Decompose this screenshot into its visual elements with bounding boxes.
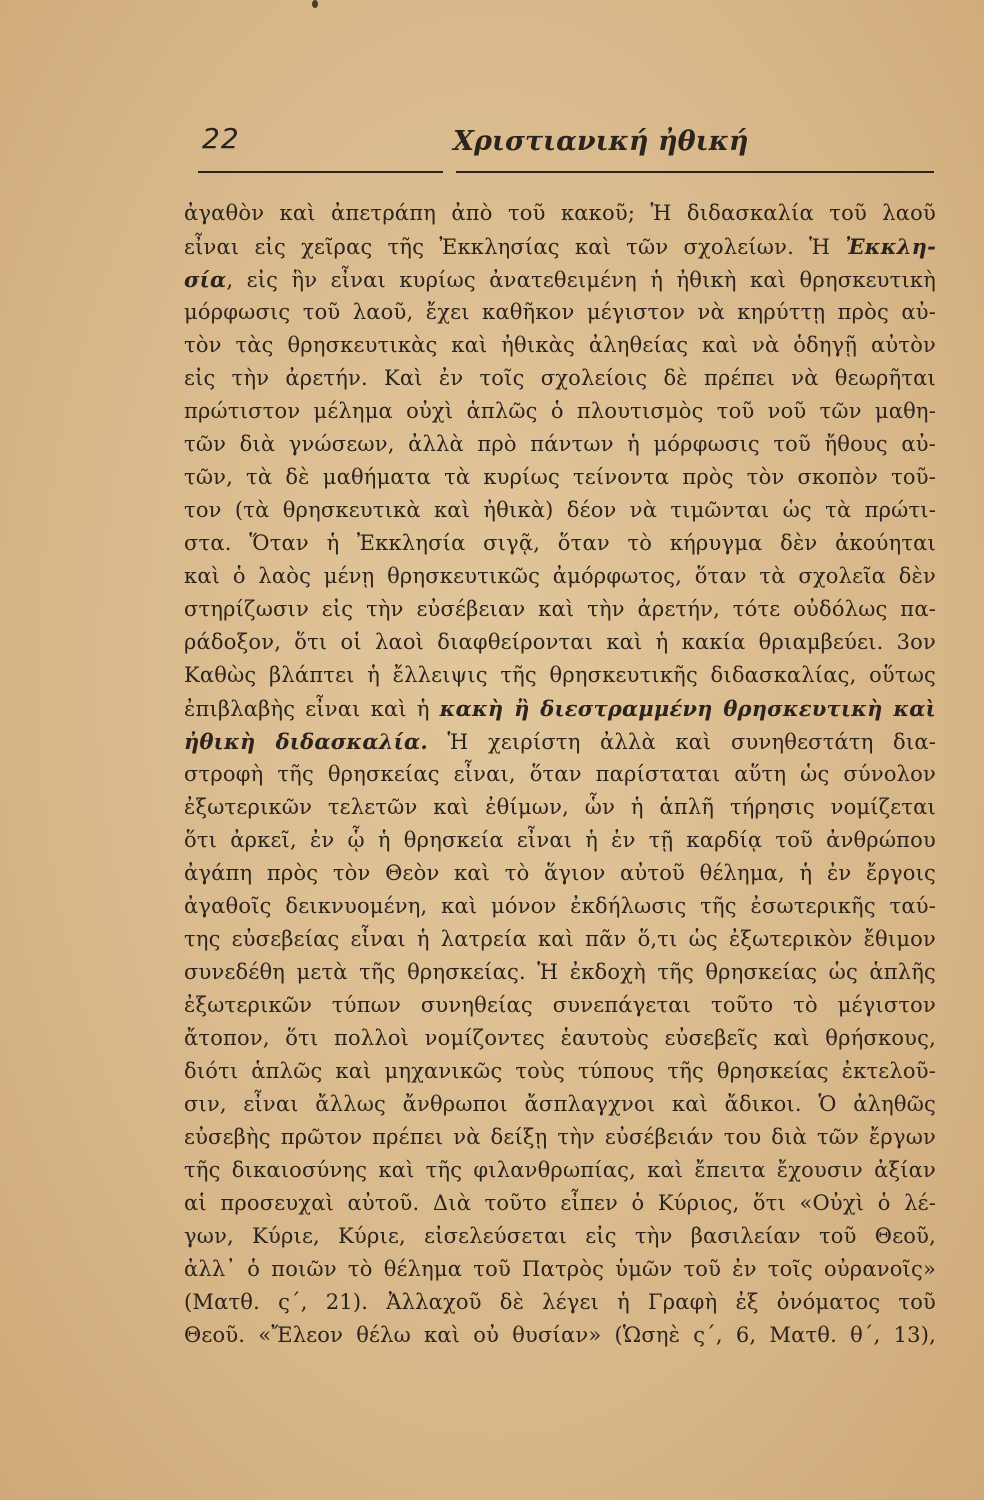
header-rule-left [198, 171, 443, 173]
text-line [184, 593, 936, 626]
text-line [184, 1088, 936, 1121]
text-run: τῆς δικαιοσύνης καὶ τῆς φιλανθρωπίας, καὶ ἔπειτα ἔχουσιν ἀξίαν [184, 1158, 936, 1182]
text-run: Θεοῦ. «Ἔλεον θέλω καὶ οὐ θυσίαν» (Ὡσηὲ ς΄, 6, Ματθ. θ΄, 13), [184, 1323, 936, 1347]
text-run: τῶν, τὰ δὲ μαθήματα τὰ κυρίως τείνοντα πρὸς τὸν σκοπὸν τοῦ- [184, 465, 936, 489]
text-run: ἀλλ᾽ ὁ ποιῶν τὸ θέλημα τοῦ Πατρὸς ὑμῶν τοῦ ἐν τοῖς οὐρανοῖς» [184, 1257, 936, 1281]
text-line [184, 395, 936, 428]
text-line [184, 923, 936, 956]
header-rule-right [456, 171, 934, 173]
text-line [184, 1187, 936, 1220]
emphasized-text: ἠθικὴ διδασκαλία. [184, 729, 428, 754]
text-run: ράδοξον, ὅτι οἱ λαοὶ διαφθείρονται καὶ ἡ κακία θριαμβεύει. 3ον [184, 630, 936, 654]
text-line [184, 1055, 936, 1088]
text-line [184, 1121, 936, 1154]
text-line [184, 1286, 936, 1319]
text-run: στροφὴ τῆς θρησκείας εἶναι, ὅταν παρίσταται αὕτη ὡς σύνολον [184, 762, 936, 786]
emphasized-text: σία [184, 267, 227, 292]
text-line [184, 725, 936, 758]
text-line [184, 560, 936, 593]
text-run: ἐπιβλαβὴς εἶναι καὶ ἡ [184, 697, 440, 721]
text-line [184, 494, 936, 527]
text-line [184, 461, 936, 494]
text-run: στηρίζωσιν εἰς τὴν εὐσέβειαν καὶ τὴν ἀρετήν, τότε οὐδόλως πα- [184, 597, 936, 621]
text-run: , εἰς ἣν εἶναι κυρίως ἀνατεθειμένη ἡ ἠθικὴ καὶ θρησκευτικὴ [226, 268, 936, 292]
text-line [184, 1253, 936, 1286]
text-line [184, 890, 936, 923]
text-run: στα. Ὅταν ἡ Ἐκκλησία σιγᾷ, ὅταν τὸ κήρυγμα δὲν ἀκούηται [184, 531, 936, 555]
text-run: (Ματθ. ς΄, 21). Ἀλλαχοῦ δὲ λέγει ἡ Γραφὴ ἐξ ὀνόματος τοῦ [184, 1290, 936, 1314]
text-run: πρώτιστον μέλημα οὐχὶ ἁπλῶς ὁ πλουτισμὸς τοῦ νοῦ τῶν μαθη- [184, 399, 936, 423]
text-line [184, 989, 936, 1022]
text-line [184, 296, 936, 329]
text-run: συνεδέθη μετὰ τῆς θρησκείας. Ἡ ἐκδοχὴ τῆς θρησκείας ὡς ἁπλῆς [184, 960, 936, 984]
text-line [184, 626, 936, 659]
text-run: καὶ ὁ λαὸς μένῃ θρησκευτικῶς ἀμόρφωτος, ὅταν τὰ σχολεῖα δὲν [184, 564, 936, 588]
text-line [184, 824, 936, 857]
text-line [184, 527, 936, 560]
text-line [184, 230, 936, 263]
text-run: της εὐσεβείας εἶναι ἡ λατρεία καὶ πᾶν ὅ,τι ὡς ἐξωτερικὸν ἔθιμον [184, 927, 936, 951]
text-line [184, 329, 936, 362]
text-run: ἐξωτερικῶν τύπων συνηθείας συνεπάγεται τοῦτο τὸ μέγιστον [184, 993, 936, 1017]
text-run: τῶν διὰ γνώσεων, ἀλλὰ πρὸ πάντων ἡ μόρφωσις τοῦ ἤθους αὐ- [184, 432, 936, 456]
running-title: Χριστιανική ἠθική [453, 126, 749, 157]
text-line [184, 1319, 936, 1352]
text-line [184, 263, 936, 296]
text-line [184, 362, 936, 395]
text-run: τὸν τὰς θρησκευτικὰς καὶ ἠθικὰς ἀληθείας καὶ νὰ ὁδηγῇ αὐτὸν [184, 333, 936, 357]
text-run: ἐξωτερικῶν τελετῶν καὶ ἐθίμων, ὧν ἡ ἁπλῆ τήρησις νομίζεται [184, 795, 936, 819]
text-run: τον (τὰ θρησκευτικὰ καὶ ἠθικὰ) δέον νὰ τιμῶνται ὡς τὰ πρώτι- [184, 498, 936, 522]
text-line [184, 857, 936, 890]
text-run: γων, Κύριε, Κύριε, εἰσελεύσεται εἰς τὴν βασιλείαν τοῦ Θεοῦ, [184, 1224, 936, 1248]
page-number: 22 [202, 122, 240, 155]
text-run: Καθὼς βλάπτει ἡ ἔλλειψις τῆς θρησκευτικῆς διδασκαλίας, οὕτως [184, 663, 936, 687]
text-line [184, 758, 936, 791]
text-run: σιν, εἶναι ἄλλως ἄνθρωποι ἄσπλαγχνοι καὶ ἄδικοι. Ὁ ἀληθῶς [184, 1092, 936, 1116]
text-line [184, 428, 936, 461]
text-run: Ἡ χειρίστη ἀλλὰ καὶ συνηθεστάτη δια- [427, 730, 936, 754]
text-line [184, 956, 936, 989]
emphasized-text: Ἐκκλη- [845, 234, 936, 259]
ink-speck [312, 0, 318, 8]
text-run: ἀγαθοῖς δεικνυομένη, καὶ μόνον ἐκδήλωσις τῆς ἐσωτερικῆς ταύ- [184, 894, 936, 918]
text-run: εἰς τὴν ἀρετήν. Καὶ ἐν τοῖς σχολείοις δὲ πρέπει νὰ θεωρῆται [184, 366, 936, 390]
text-run: ἄτοπον, ὅτι πολλοὶ νομίζοντες ἑαυτοὺς εὐσεβεῖς καὶ θρήσκους, [184, 1026, 936, 1050]
text-run: ὅτι ἀρκεῖ, ἐν ᾧ ἡ θρησκεία εἶναι ἡ ἐν τῇ καρδίᾳ τοῦ ἀνθρώπου [184, 828, 936, 852]
page-header [198, 122, 938, 182]
text-run: ἀγαθὸν καὶ ἀπετράπη ἀπὸ τοῦ κακοῦ; Ἡ διδασκαλία τοῦ λαοῦ [184, 201, 936, 225]
text-run: εὐσεβὴς πρῶτον πρέπει νὰ δείξῃ τὴν εὐσέβειάν του διὰ τῶν ἔργων [184, 1125, 936, 1149]
text-line [184, 791, 936, 824]
text-run: ἀγάπη πρὸς τὸν Θεὸν καὶ τὸ ἅγιον αὐτοῦ θέλημα, ἡ ἐν ἔργοις [184, 861, 936, 885]
text-line [184, 1154, 936, 1187]
text-run: διότι ἁπλῶς καὶ μηχανικῶς τοὺς τύπους τῆς θρησκείας ἐκτελοῦ- [184, 1059, 936, 1083]
text-line [184, 692, 936, 725]
text-run: αἱ προσευχαὶ αὐτοῦ. Διὰ τοῦτο εἶπεν ὁ Κύριος, ὅτι «Οὐχὶ ὁ λέ- [184, 1191, 936, 1215]
body-text [184, 197, 936, 1352]
text-line [184, 1022, 936, 1055]
text-line [184, 659, 936, 692]
text-run: μόρφωσις τοῦ λαοῦ, ἔχει καθῆκον μέγιστον νὰ κηρύττῃ πρὸς αὐ- [184, 300, 936, 324]
text-line [184, 1220, 936, 1253]
emphasized-text: κακὴ ἢ διεστραμμένη θρησκευτικὴ καὶ [439, 696, 936, 721]
text-run: εἶναι εἰς χεῖρας τῆς Ἐκκλησίας καὶ τῶν σχολείων. Ἡ [184, 235, 846, 259]
text-line [184, 197, 936, 230]
